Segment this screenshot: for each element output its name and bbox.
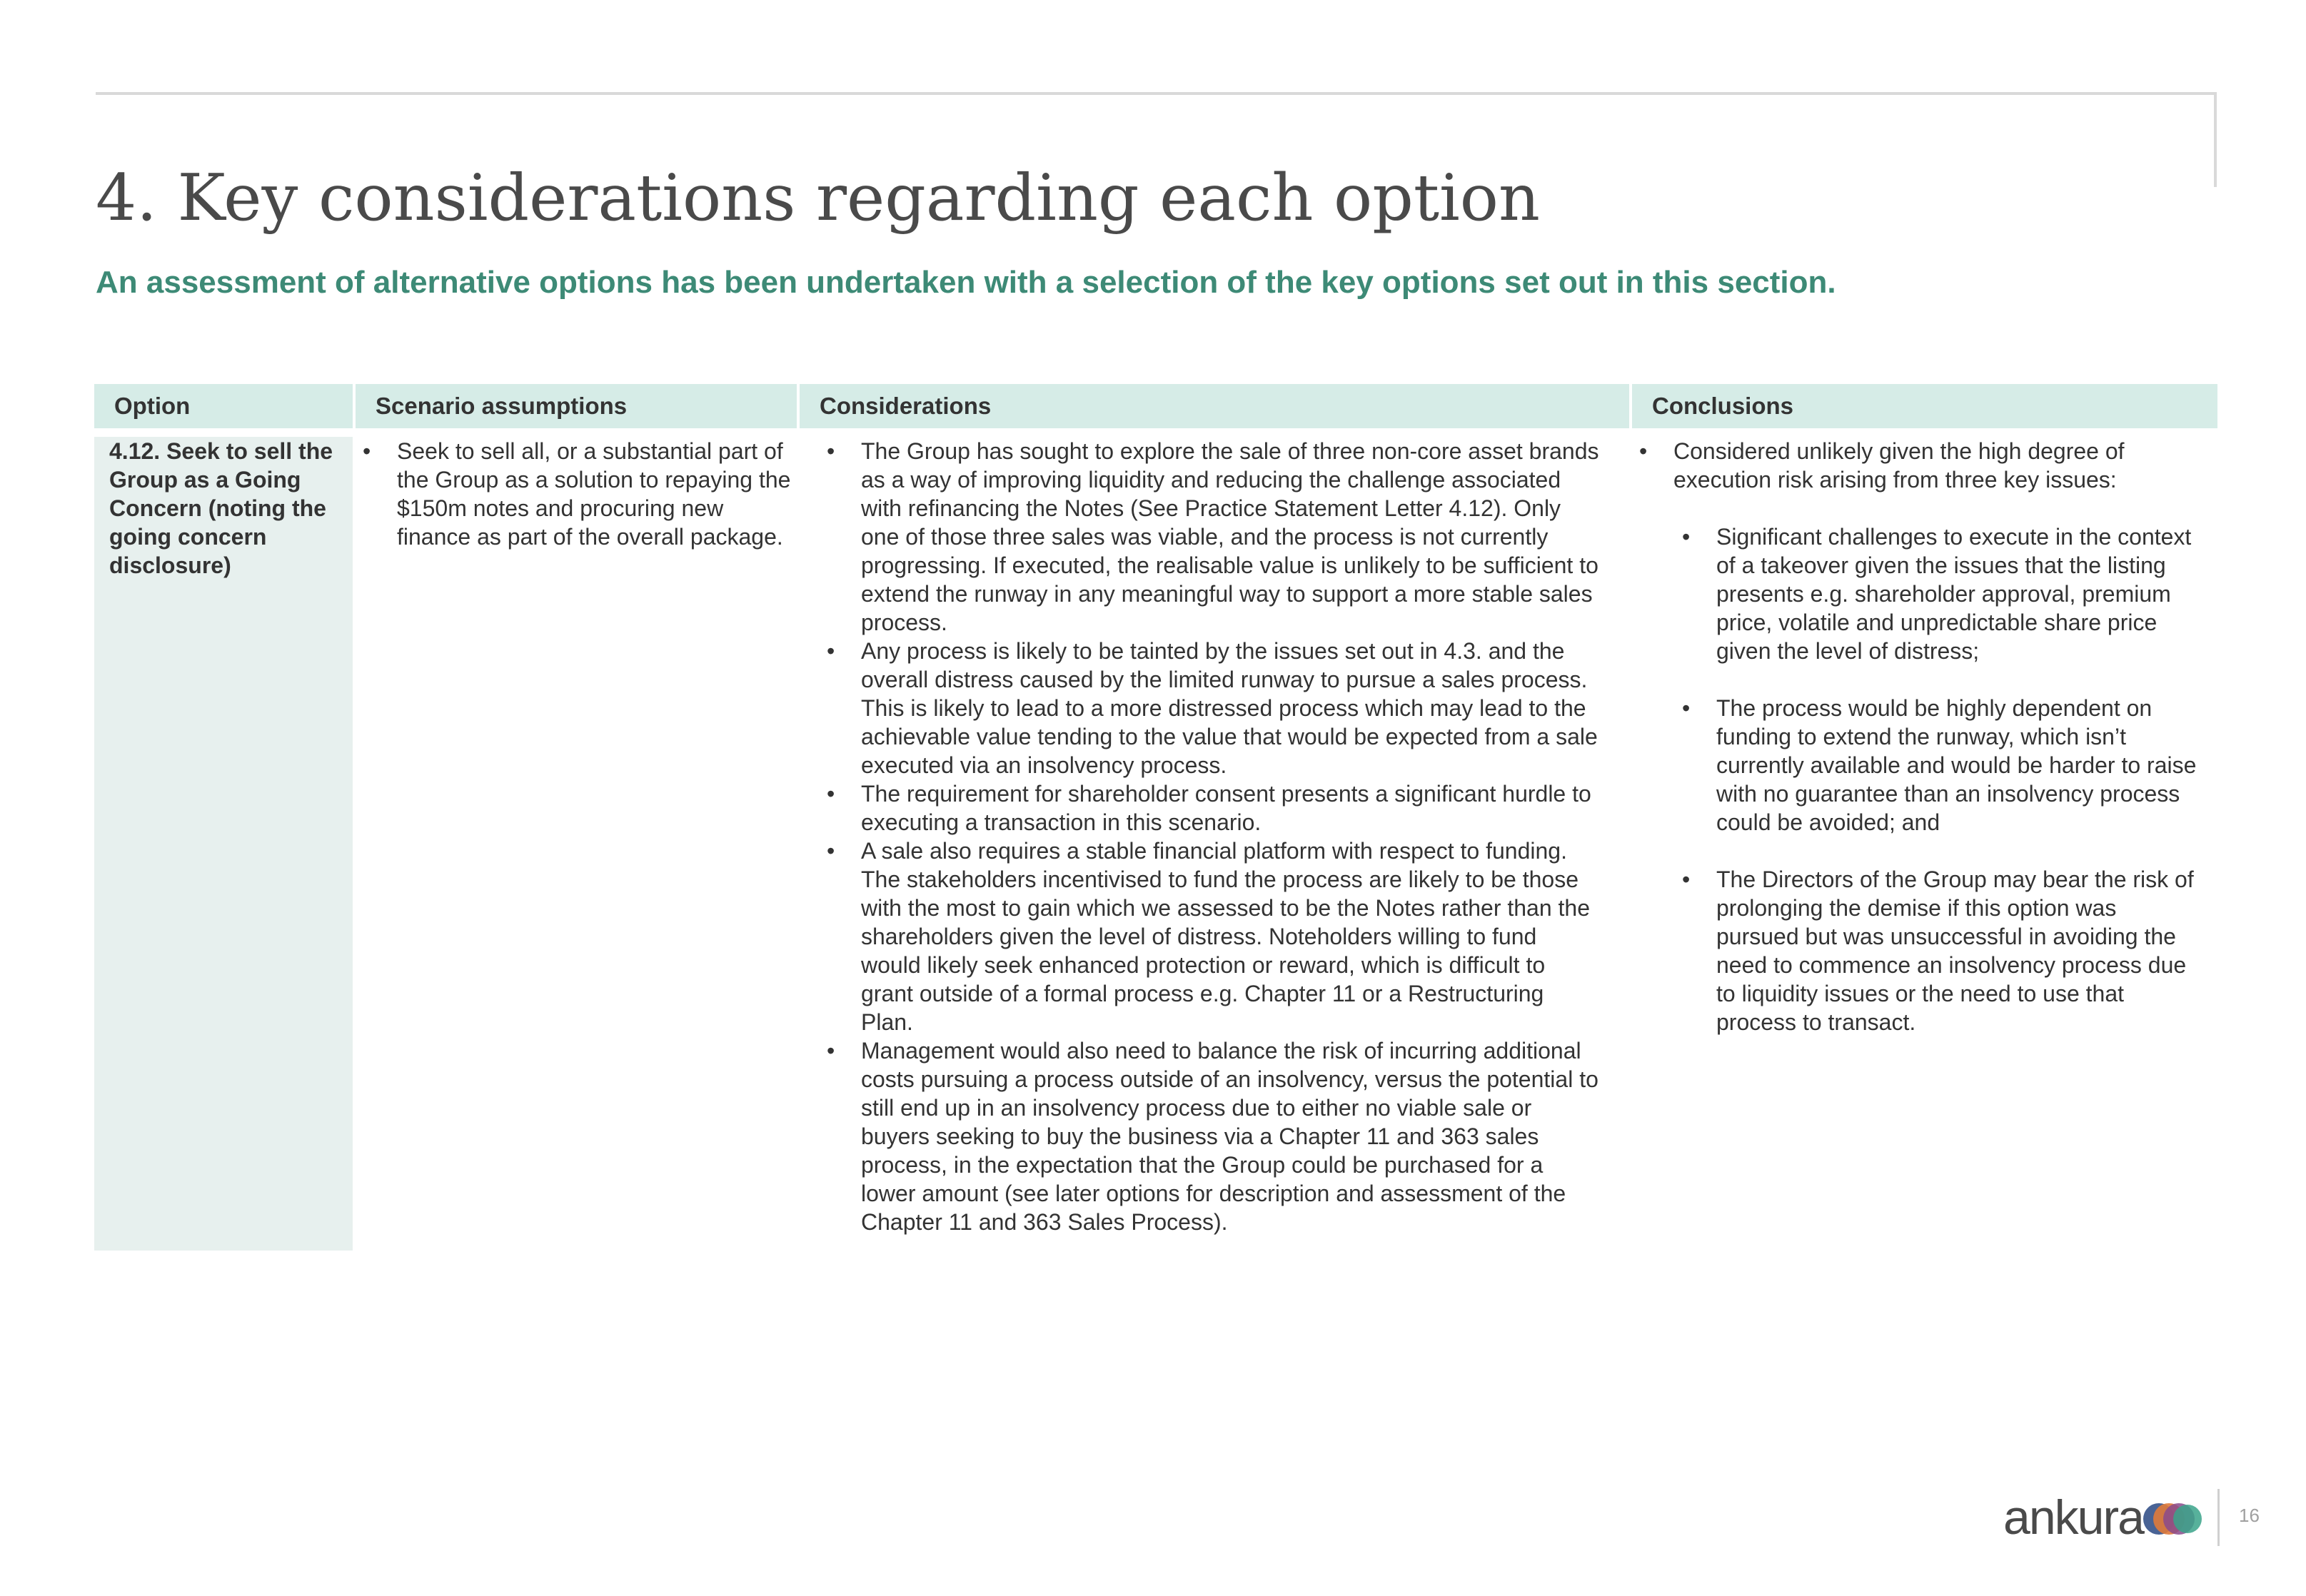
list-item: • Seek to sell all, or a substantial part of the Group as a solution to repaying the $150m notes and procuring new finance as part of the overall package. [363, 438, 791, 550]
brand-logo [2003, 1490, 2232, 1545]
list-item: • The Group has sought to explore the sale of three non-core asset brands as a way of improving liquidity and reducing the challenge associated with refinancing the Notes (See Practice Statement Letter 4.12). Only one of those three sales was viable, and the process is not currently progressing. If executed, the realisable value is unlikely to be sufficient to extend the runway in any meaningful way to support a more stable sales process. [827, 438, 1599, 635]
column-header-option: Option [94, 384, 353, 428]
list-item: • Significant challenges to execute in the context of a takeover given the issues that the listing presents e.g. shareholder approval, premium price, volatile and unpredictable share price given the level of distress; [1682, 524, 2192, 664]
bullet-icon: • [827, 438, 835, 464]
considerations-cell [800, 437, 1599, 1236]
side-divider [2214, 92, 2217, 187]
conclusions-issues-list [1632, 522, 2203, 1036]
footer-divider [2217, 1489, 2220, 1546]
bullet-icon: • [827, 638, 835, 664]
bullet-icon: • [1682, 695, 1691, 721]
bullet-icon: • [827, 1038, 835, 1064]
ankura-logo-icon [2143, 1497, 2203, 1540]
list-item: • Any process is likely to be tainted by the issues set out in 4.3. and the overall distress caused by the limited runway to pursue a sales process. This is likely to lead to a more distressed process which may lead to the achievable value tending to the value that would be expected from a sale executed via an insolvency process. [827, 638, 1598, 778]
page-subtitle: An assessment of alternative options has been undertaken with a selection of the key options set out in this section. [96, 265, 1836, 300]
column-header-conclusions: Conclusions [1632, 384, 2217, 428]
bullet-icon: • [1639, 438, 1648, 464]
scenario-list [356, 437, 791, 551]
column-header-considerations: Considerations [800, 384, 1629, 428]
option-label: 4.12. Seek to sell the Group as a Going Concern (noting the going concern disclosure) [109, 438, 333, 578]
conclusions-cell [1632, 437, 2203, 1065]
list-item: • The Directors of the Group may bear the risk of prolonging the demise if this option was pursued but was unsuccessful in avoiding the need to commence an insolvency process due to liquidity issues or the need to use that process to transact. [1682, 867, 2194, 1035]
bullet-icon: • [827, 838, 835, 864]
scenario-cell [356, 437, 791, 551]
bullet-icon: • [363, 438, 371, 464]
brand-wordmark: ankura [2003, 1490, 2143, 1545]
list-item: • Considered unlikely given the high degree of execution risk arising from three key issues: [1639, 438, 2125, 493]
list-item: • The process would be highly dependent on funding to extend the runway, which isn’t currently available and would be harder to raise with no guarantee than an insolvency process could be avoided; and [1682, 695, 2197, 835]
page-number: 16 [2239, 1505, 2260, 1526]
options-table [94, 384, 2217, 1251]
list-item: • The requirement for shareholder consent presents a significant hurdle to executing a transaction in this scenario. [827, 781, 1591, 835]
conclusions-list [1632, 437, 2203, 494]
list-item: • Management would also need to balance the risk of incurring additional costs pursuing a process outside of an insolvency, versus the potential to still end up in an insolvency process due to either no viable sale or buyers seeking to buy the business via a Chapter 11 and 363 sales process, in the expectation that the Group could be purchased for a lower amount (see later options for description and assessment of the Chapter 11 and 363 Sales Process). [827, 1038, 1598, 1235]
list-item: • A sale also requires a stable financial platform with respect to funding. The stakeholders incentivised to fund the process are likely to be those with the most to gain which we assessed to be the Notes rather than the shareholders given the level of distress. Noteholders willing to fund would likely seek enhanced protection or reward, which is difficult to grant outside of a formal process e.g. Chapter 11 or a Restructuring Plan. [827, 838, 1591, 1035]
bullet-icon: • [1682, 867, 1691, 892]
considerations-list [800, 437, 1599, 1236]
bullet-icon: • [827, 781, 835, 807]
option-cell [94, 437, 353, 1251]
column-header-scenario: Scenario assumptions [356, 384, 797, 428]
page-title: 4. Key considerations regarding each option [96, 161, 1540, 236]
top-divider [96, 92, 2216, 95]
bullet-icon: • [1682, 524, 1691, 550]
